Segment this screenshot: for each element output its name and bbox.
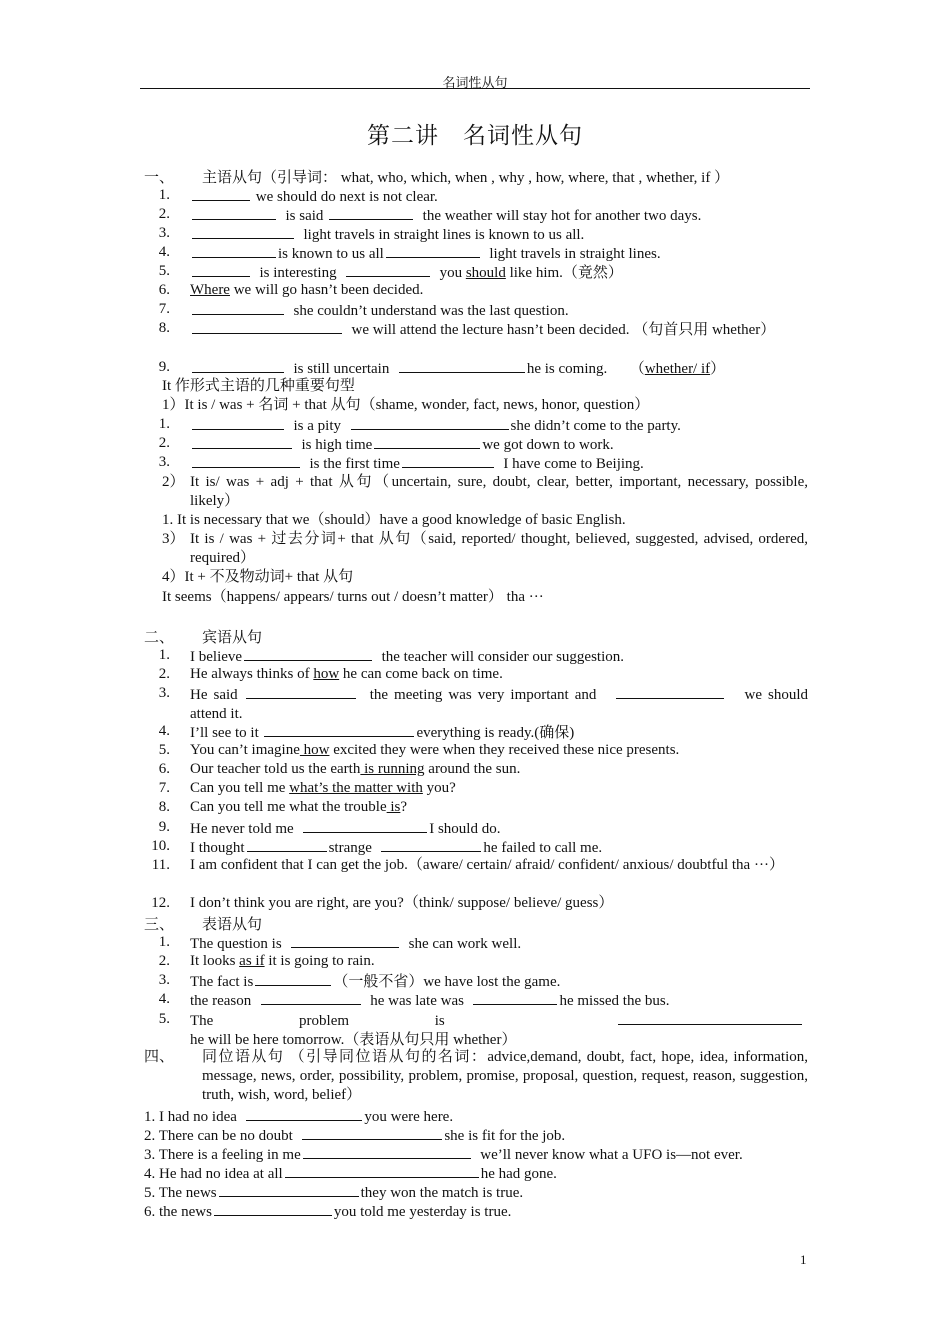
answer-blank[interactable] (192, 243, 276, 258)
answer-blank[interactable] (192, 205, 276, 220)
answer-blank[interactable] (192, 319, 342, 334)
section-heading-predicative-clause: 三、 表语从句 (144, 917, 263, 933)
answer-blank[interactable] (192, 415, 284, 430)
answer-blank[interactable] (192, 186, 250, 201)
pattern-2-example: 1. It is necessary that we（should）have a good knowledge of basic English. (162, 512, 626, 528)
answer-blank[interactable] (303, 818, 427, 833)
pattern-1: 1）It is / was + 名词 + that 从句（shame, wonder, fact, news, honor, question） (162, 397, 650, 413)
answer-blank[interactable] (247, 837, 327, 852)
running-header: 名词性从句 (442, 75, 508, 90)
answer-blank[interactable] (346, 262, 430, 277)
answer-blank[interactable] (246, 1106, 362, 1121)
answer-blank[interactable] (618, 1010, 802, 1025)
answer-blank[interactable] (291, 933, 399, 948)
answer-blank[interactable] (192, 453, 300, 468)
answer-blank[interactable] (261, 990, 361, 1005)
answer-blank[interactable] (219, 1182, 359, 1197)
pattern-4-example: It seems（happens/ appears/ turns out / doesn’t matter） tha ··· (162, 589, 544, 605)
answer-blank[interactable] (473, 990, 557, 1005)
answer-blank[interactable] (264, 722, 414, 737)
answer-blank[interactable] (192, 358, 284, 373)
answer-blank[interactable] (399, 358, 525, 373)
answer-blank[interactable] (351, 415, 509, 430)
answer-blank[interactable] (214, 1201, 332, 1216)
answer-blank[interactable] (192, 262, 250, 277)
document-page: 名词性从句 第二讲 名词性从句 一、 主语从句（引导词： what, who, which, when , why , how, where, that , whether, if ） 1. we should do next is not clear. 2. is said the weather will stay hot for another two days. 3. light travels in straight lines is known to us all. 4. is known to us all light travels in straight lines. 5. is interesting you should like him.（竟然） 6. Where we will go hasn’t been decided. 7. she couldn’t understand was the last question. 8. we will attend the lecture hasn’t been decided. （句首只用 whether） 9. is still uncertain he is coming. （whether/ if） It 作形式主语的几种重要句型 1）It is / was + 名词 + that 从句（shame, wonder, fact, news, honor, question） 1. is a pity she didn’t come to the party. 2. is high time we got down to work. 3. is the first time I have come to Beijing. 2） It is/ was + adj + that 从句（uncertain, sure, doubt, clear, better, important, necessary, possible, likely） 1. It is necessary that we（should）have a good knowledge of basic English. 3） It is / was + 过去分词+ that 从句（said, reported/ thought, believed, suggested, advised, ordered, required） 4）It + 不及物动词+ that 从句 It seems（happens/ appears/ turns out / doesn’t matter） tha ··· 二、 宾语从句 1. I believe the teacher will consider our suggestion. 2. He always thinks of how he can come back on time. 3. He said the meeting was very important and we should attend it. 4. I’ll see to it everything is ready.(确保) 5. You can’t imagine how excited they were when they received these nice presents. 6. Our teacher told us the earth is running around the sun. 7. Can you tell me what’s the matter with you? 8. Can you tell me what the trouble is? 9. He never told me I should do. 10. I thought strange he failed to call me. 11. I am confident that I can get the job.（aware/ certain/ afraid/ confident/ anxious/ doubtful tha ···） 12. I don’t think you are right, are you?（think/ suppose/ believe/ guess） 三、 表语从句 1. The question is she can work well. 2. It looks as if it is going to rain. 3. The fact is （一般不省）we have lost the game. 4. the reason he was late was he missed the bus. 5. The problem is he will be here tomorrow.（表语从句只用 whether） 四、 同位语从句 （引导同位语从句的名词：advice,demand, doubt, fact, hope, idea, information, message, news, order, possibility, problem, promise, proposal, question, request, reason, suggestion, truth, wish, word, belief） 1. I had no idea you were here. 2. There can be no doubt she is fit for the job. 3. There is a feeling in me we’ll never know what a UFO is—not ever. 4. He had no idea at all he had gone. 5. The news they won the match is true. 6. the news you told me yesterday is true. 1 (0, 0, 950, 1344)
answer-blank[interactable] (192, 300, 284, 315)
answer-blank[interactable] (285, 1163, 479, 1178)
answer-blank[interactable] (244, 646, 372, 661)
section-heading-object-clause: 二、 宾语从句 (144, 630, 263, 646)
answer-blank[interactable] (302, 1125, 442, 1140)
answer-blank[interactable] (616, 684, 724, 699)
page-number: 1 (800, 1252, 807, 1267)
pattern-4: 4）It + 不及物动词+ that 从句 (162, 569, 354, 585)
answer-blank[interactable] (374, 434, 480, 449)
answer-blank[interactable] (192, 224, 294, 239)
answer-blank[interactable] (192, 434, 292, 449)
it-pattern-heading: It 作形式主语的几种重要句型 (162, 378, 355, 394)
answer-blank[interactable] (402, 453, 494, 468)
answer-blank[interactable] (303, 1144, 471, 1159)
answer-blank[interactable] (246, 684, 356, 699)
section-heading-subject-clause: 一、 主语从句（引导词： what, who, which, when , why , how, where, that , whether, if ） (144, 170, 730, 186)
page-title: 第二讲 名词性从句 (367, 123, 583, 148)
answer-blank[interactable] (255, 971, 331, 986)
answer-blank[interactable] (329, 205, 413, 220)
answer-blank[interactable] (386, 243, 480, 258)
header-rule (140, 88, 810, 89)
answer-blank[interactable] (381, 837, 481, 852)
